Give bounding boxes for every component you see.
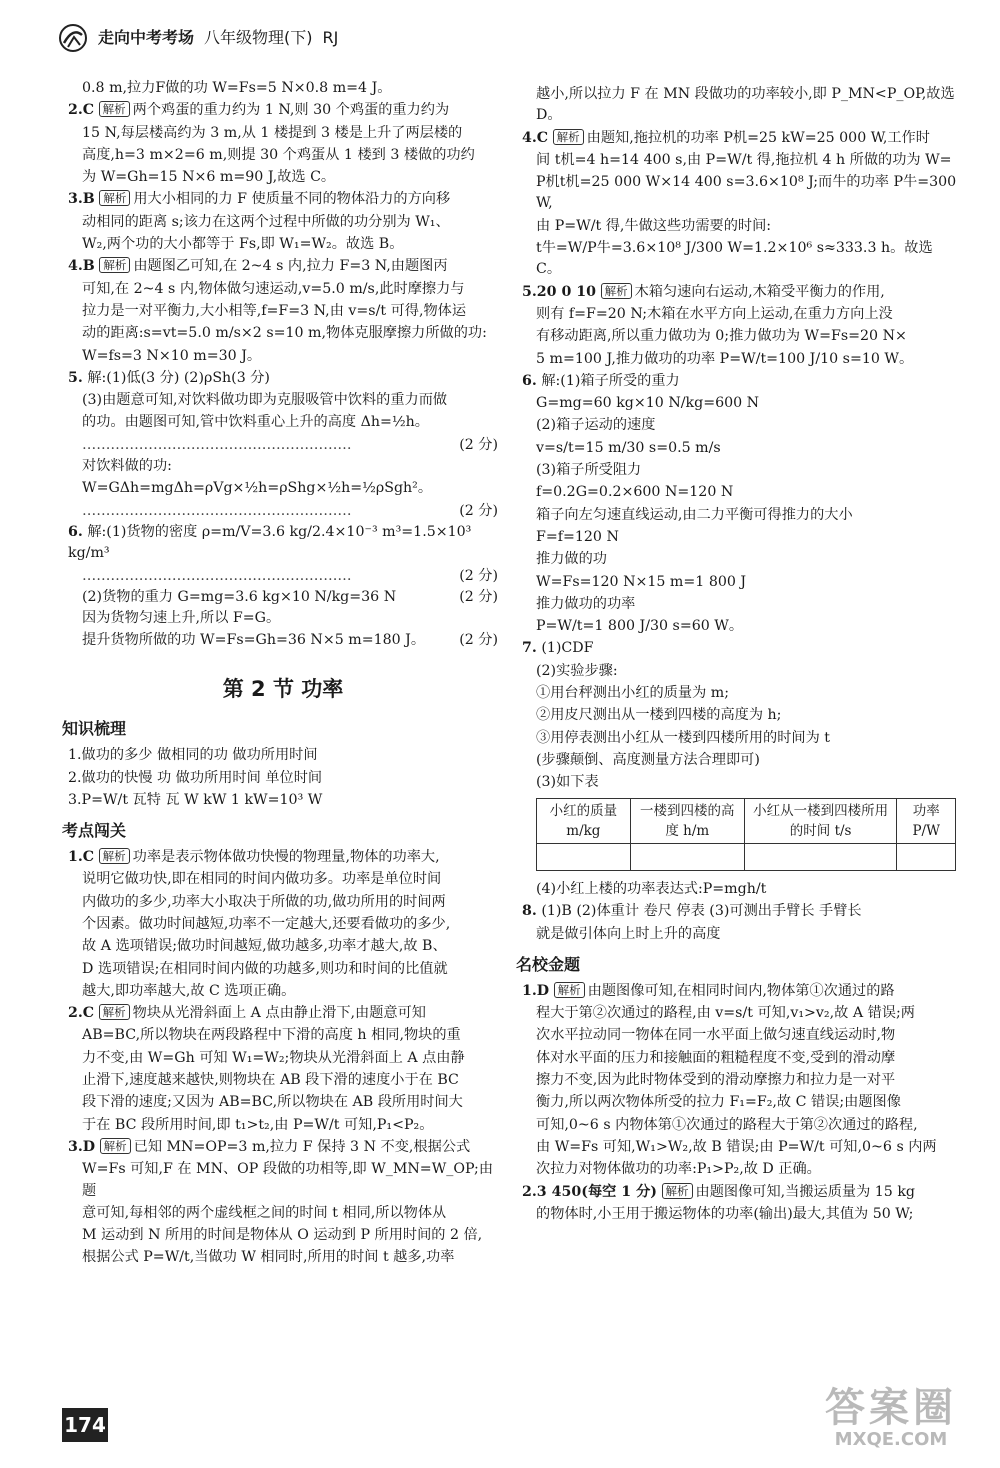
answer-number: 7. [522, 640, 537, 657]
text-line: 2.做功的快慢 功 做功所用时间 单位时间 [68, 769, 323, 786]
page-number: 174 [62, 1408, 108, 1442]
answer-k1 [68, 847, 498, 1002]
score-line: ………………………………………………… (2 分) [68, 501, 498, 522]
text-line: 间 t机=4 h=14 400 s,由 P=W/t 得,拖拉机 4 h 所做的功为 W= [536, 151, 952, 168]
answer-number: 8. [522, 903, 537, 920]
subsection-title: 考点闯关 [62, 821, 127, 841]
watermark-text: 答案圈 [825, 1385, 957, 1431]
analysis-tag: 解析 [601, 283, 632, 299]
text-line: (1)B (2)体重计 卷尺 停表 (3)可测出手臂长 手臂长 [541, 903, 862, 920]
text-line: 力不变,由 W=Gh 可知 W₁=W₂;物块从光滑斜面上 A 点由静 [82, 1049, 465, 1066]
answer-m2 [522, 1182, 962, 1226]
analysis-tag: 解析 [99, 101, 130, 117]
brand-title: 走向中考考场 [98, 28, 195, 47]
analysis-tag: 解析 [99, 190, 130, 206]
text-line: 可知,0~6 s 内物体第①次通过的路程大于第②次通过的路程, [536, 1116, 918, 1133]
table-header-cell: 一楼到四楼的高度 h/m [630, 798, 744, 844]
text-line: f=0.2G=0.2×600 N=120 N [536, 484, 734, 501]
analysis-tag: 解析 [662, 1183, 693, 1199]
text-line: 衡力,所以两次物体所受的拉力 F₁=F₂,故 C 错误;由题图像 [536, 1094, 901, 1111]
watermark [796, 1386, 986, 1456]
text-line: 的物体时,小王用于搬运物体的功率(输出)最大,其值为 50 W; [536, 1205, 914, 1222]
text-line: 擦力不变,因为此时物体受到的滑动摩擦力和拉力是一对平 [536, 1072, 896, 1089]
text-line: 有移动距离,所以重力做功为 0;推力做功为 W=Fs=20 N× [536, 328, 907, 345]
table-cell [537, 844, 631, 871]
text-line: 为 W=Gh=15 N×6 m=90 J,故选 C。 [82, 169, 336, 186]
answer-r5 [522, 282, 962, 370]
text-line: (2)实验步骤: [536, 662, 618, 679]
text-line: 1.做功的多少 做相同的功 做功所用时间 [68, 747, 318, 764]
table-cell [897, 844, 956, 871]
text-line: 动的距离:s=vt=5.0 m/s×2 s=10 m,物体克服摩擦力所做的功: [82, 325, 487, 342]
answer-number: 1.C [68, 849, 95, 866]
text-line: t牛=W/P牛=3.6×10⁸ J/300 W=1.2×10⁶ s≈333.3 h。故选 C。 [536, 240, 933, 278]
answer-r6 [522, 371, 962, 638]
text-line: (1)CDF [541, 640, 594, 657]
answer-number: 2.C [68, 102, 95, 119]
text-line: 功率是表示物体做功快慢的物理量,物体的功率大, [132, 849, 440, 866]
data-table [536, 798, 956, 872]
table-row [537, 798, 956, 844]
answer-6 [68, 522, 498, 652]
text-line: 高度,h=3 m×2=6 m,则提 30 个鸡蛋从 1 楼到 3 楼做的功约 [82, 146, 475, 163]
text-line: 段下滑的速度;又因为 AB=BC,所以物块在 AB 段所用时间大 [82, 1094, 463, 1111]
answer-number: 2.3 450(每空 1 分) [522, 1183, 657, 1200]
text-line: 拉力是一对平衡力,大小相等,f=F=3 N,由 v=s/t 可得,物体运 [82, 302, 467, 319]
text-line: v=s/t=15 m/30 s=0.5 m/s [536, 439, 721, 456]
text-line: 箱子向左匀速直线运动,由二力平衡可得推力的大小 [536, 506, 853, 523]
text-line: 解:(1)箱子所受的重力 [541, 372, 680, 389]
text-line: 说明它做功快,即在相同的时间内做功多。功率是单位时间 [82, 871, 442, 888]
table-header-cell: 功率 P/W [897, 798, 956, 844]
text-line: 则有 f=F=20 N;木箱在水平方向上运动,在重力方向上没 [536, 305, 893, 322]
score: (2 分) [459, 502, 498, 519]
answer-number: 6. [522, 372, 537, 389]
answer-number: 5. [68, 369, 83, 386]
text-line: M 运动到 N 所用的时间是物体从 O 运动到 P 所用时间的 2 倍, [82, 1227, 483, 1244]
text-line: (3)箱子所受阻力 [536, 462, 642, 479]
answer-r8 [522, 901, 962, 945]
answer-m1 [522, 981, 962, 1181]
text-line: 根据公式 P=W/t,当做功 W 相同时,所用的时间 t 越多,功率 [82, 1249, 455, 1266]
subsection-title: 知识梳理 [62, 719, 127, 739]
text-line: F=f=120 N [536, 528, 619, 545]
text-line: P机t机=25 000 W×14 400 s=3.6×10⁸ J;而牛的功率 P牛=300 W, [536, 174, 957, 212]
text-line: 越大,即功率越大,故 C 选项正确。 [82, 982, 296, 999]
text-line: 由 W=Fs 可知,W₁>W₂,故 B 错误;由 P=W/t 可知,0~6 s 内两 [536, 1138, 937, 1155]
text-line: 由题图像可知,在相同时间内,物体第①次通过的路 [587, 982, 895, 999]
text-line: 对饮料做的功: [82, 458, 172, 475]
subsection-title: 名校金题 [516, 954, 581, 974]
watermark-url: MXQE.COM [834, 1429, 948, 1450]
text-line: 已知 MN=OP=3 m,拉力 F 保持 3 N 不变,根据公式 [133, 1138, 471, 1155]
analysis-tag: 解析 [99, 848, 130, 864]
left-column [62, 78, 498, 1270]
text-line: W=Fs 可知,F 在 MN、OP 段做的功相等,即 W_MN=W_OP;由题 [82, 1161, 494, 1199]
answer-number: 1.D [522, 982, 550, 999]
analysis-tag: 解析 [100, 1138, 131, 1154]
text-line: 由题图像可知,当搬运质量为 15 kg [695, 1183, 916, 1200]
text-line: P=W/t=1 800 J/30 s=60 W。 [536, 618, 744, 635]
text-line: 次水平拉动同一物体在同一水平面上做匀速直线运动时,物 [536, 1027, 896, 1044]
text-line: 推力做功的功率 [536, 595, 636, 612]
answer-number: 4.C [522, 129, 549, 146]
text-line: AB=BC,所以物块在两段路程中下滑的高度 h 相同,物块的重 [82, 1027, 461, 1044]
answer-k3 [68, 1137, 498, 1269]
table-cell [744, 844, 897, 871]
text-line: W=fs=3 N×10 m=30 J。 [82, 347, 262, 364]
text-line: 推力做的功 [536, 551, 607, 568]
answer-number: 3.D [68, 1138, 96, 1155]
answer-2 [68, 100, 498, 188]
answer-number: 5.20 0 10 [522, 283, 597, 300]
answer-r4 [522, 128, 962, 281]
text-line: (2)箱子运动的速度 [536, 417, 656, 434]
text-line: 物块从光滑斜面上 A 点由静止滑下,由题意可知 [132, 1005, 426, 1022]
text-line: (2)货物的重力 G=mg=3.6 kg×10 N/kg=36 N [82, 588, 397, 605]
analysis-tag: 解析 [99, 1004, 130, 1020]
table-cell [630, 844, 744, 871]
text-line: (4)小红上楼的功率表达式:P=mgh/t [536, 881, 767, 897]
table-row [537, 844, 956, 871]
text-line: ②用皮尺测出从一楼到四楼的高度为 h; [536, 707, 782, 724]
text-line: 体对水平面的压力和接触面的粗糙程度不变,受到的滑动摩 [536, 1049, 896, 1066]
score: (2 分) [459, 436, 498, 453]
right-column [516, 84, 962, 1226]
text-line: 两个鸡蛋的重力约为 1 N,则 30 个鸡蛋的重力约为 [132, 102, 450, 119]
text-line: (3)如下表 [536, 774, 599, 791]
text-line: W₂,两个功的大小都等于 Fs,即 W₁=W₂。故选 B。 [82, 236, 404, 253]
page-header [58, 18, 338, 58]
text-line: (步骤颠倒、高度测量方法合理即可) [536, 751, 760, 768]
text-line: 提升货物所做的功 W=Fs=Gh=36 N×5 m=180 J。 [82, 632, 426, 649]
text-line: 内做功的多少,功率大小取决于所做的功,做功所用的时间两 [82, 893, 446, 910]
score-line [68, 630, 498, 651]
text-line: 15 N,每层楼高约为 3 m,从 1 楼提到 3 楼是上升了两层楼的 [82, 124, 463, 141]
answer-r7 [522, 638, 962, 900]
score: (2 分) [459, 567, 498, 584]
text-line: D 选项错误;在相同时间内做的功越多,则功和时间的比值就 [82, 960, 448, 977]
text-line: 越小,所以拉力 F 在 MN 段做功的功率较小,即 P_MN<P_OP,故选 D。 [536, 86, 955, 124]
text-line: 木箱匀速向右运动,木箱受平衡力的作用, [634, 283, 885, 300]
answer-3 [68, 189, 498, 255]
section-title: 第 2 节 功率 [222, 676, 344, 701]
text-line: 故 A 选项错误;做功时间越短,做功越多,功率才越大,故 B、 [82, 938, 447, 955]
edition: RJ [322, 28, 339, 47]
answer-number: 2.C [68, 1005, 95, 1022]
text-line: W=Fs=120 N×15 m=1 800 J [536, 573, 747, 590]
score: (2 分) [459, 588, 498, 605]
analysis-tag: 解析 [554, 982, 585, 998]
score: (2 分) [459, 632, 498, 649]
table-header-cell: 小红从一楼到四楼所用的时间 t/s [744, 798, 897, 844]
text-line: 次拉力对物体做功的功率:P₁>P₂,故 D 正确。 [536, 1161, 821, 1178]
text-line: 程大于第②次通过的路程,由 v=s/t 可知,v₁>v₂,故 A 错误;两 [536, 1005, 915, 1022]
text-line: 于在 BC 段所用时间,即 t₁>t₂,由 P=W/t 可知,P₁<P₂。 [82, 1116, 434, 1133]
text-line: 用大小相同的力 F 使质量不同的物体沿力的方向移 [133, 191, 451, 208]
text-line: 可知,在 2~4 s 内,物体做匀速运动,v=5.0 m/s,此时摩擦力与 [82, 280, 465, 297]
text-line: 由题图乙可知,在 2~4 s 内,拉力 F=3 N,由题图丙 [133, 258, 448, 275]
text-line: 个因素。做功时间越短,功率不一定越大,还要看做功的多少, [82, 916, 451, 932]
text-line: 就是做引体向上时上升的高度 [536, 925, 721, 942]
text-line: 解:(1)货物的密度 ρ=m/V=3.6 kg/2.4×10⁻³ m³=1.5×10³ kg/m³ [68, 523, 472, 562]
score-line: ………………………………………………… (2 分) [68, 566, 498, 587]
answer-k2 [68, 1003, 498, 1136]
text-line: 动相同的距离 s;该力在这两个过程中所做的功分别为 W₁、 [82, 213, 450, 230]
text-line: 3.P=W/t 瓦特 瓦 W kW 1 kW=10³ W [68, 791, 323, 808]
answer-number: 6. [68, 523, 83, 540]
text-line: 由 P=W/t 得,牛做这些功需要的时间: [536, 217, 772, 234]
text-line: 解:(1)低(3 分) (2)ρSh(3 分) [87, 369, 270, 386]
analysis-tag: 解析 [553, 129, 584, 145]
text-line: G=mg=60 kg×10 N/kg=600 N [536, 395, 760, 412]
text-line: ①用台秤测出小红的质量为 m; [536, 685, 729, 702]
text-line: 止滑下,速度越来越快,则物块在 AB 段下滑的速度小于在 BC [82, 1072, 459, 1089]
text-line: 由题知,拖拉机的功率 P机=25 kW=25 000 W,工作时 [586, 129, 930, 146]
book-title: 八年级物理(下) [204, 28, 313, 47]
text-line: ③用停表测出小红从一楼到四楼所用的时间为 t [536, 729, 830, 746]
text-line: W=GΔh=mgΔh=ρVg×½h=ρShg×½h=½ρSgh²。 [82, 480, 433, 497]
score-line: ………………………………………………… (2 分) [68, 435, 498, 456]
text-line: 的功。由题图可知,管中饮料重心上升的高度 Δh=½h。 [82, 414, 429, 431]
text-line: 0.8 m,拉力F做的功 W=Fs=5 N×0.8 m=4 J。 [82, 80, 392, 96]
runner-logo-icon [58, 23, 88, 53]
analysis-tag: 解析 [99, 257, 130, 273]
text-line: 因为货物匀速上升,所以 F=G。 [82, 610, 281, 627]
text-line: (3)由题意可知,对饮料做功即为克服吸管中饮料的重力而做 [82, 392, 448, 409]
answer-4 [68, 256, 498, 366]
text-line: 5 m=100 J,推力做功的功率 P=W/t=100 J/10 s=10 W。 [536, 350, 914, 367]
text-line: 意可知,每相邻的两个虚线框之间的时间 t 相同,所以物体从 [82, 1204, 447, 1221]
score-line [68, 587, 498, 608]
answer-number: 4.B [68, 258, 95, 275]
answer-5 [68, 368, 498, 522]
table-header-cell: 小红的质量 m/kg [537, 798, 631, 844]
answer-number: 3.B [68, 191, 95, 208]
